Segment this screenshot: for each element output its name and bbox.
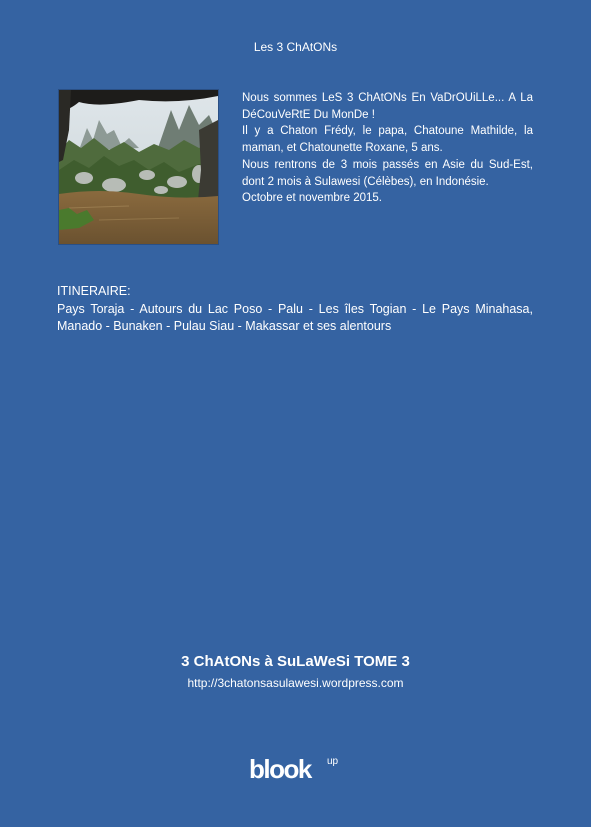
svg-text:blook: blook xyxy=(249,754,311,784)
intro-line: Octobre et novembre 2015. xyxy=(242,192,382,205)
book-title: 3 ChAtONs à SuLaWeSi TOME 3 xyxy=(181,653,410,670)
itinerary-section xyxy=(57,283,533,336)
intro-line: Nous rentrons de 3 mois passés en Asie du Sud-Est, dont 2 mois à Sulawesi (Célèbes), en Indonésie. xyxy=(242,158,533,188)
intro-text xyxy=(242,90,533,207)
itinerary-heading: ITINERAIRE: xyxy=(57,284,131,298)
svg-text:up: up xyxy=(327,756,339,767)
book-url: http://3chatonsasulawesi.wordpress.com xyxy=(187,676,404,690)
intro-line: Il y a Chaton Frédy, le papa, Chatoune Mathilde, la maman, et Chatounette Roxane, 5 ans. xyxy=(242,125,533,155)
blookup-logo xyxy=(249,752,344,786)
page-title: Les 3 ChAtONs xyxy=(253,40,338,54)
intro-line: Nous sommes LeS 3 ChAtONs En VaDrOUiLLe... A La DéCouVeRtE Du MonDe ! xyxy=(242,92,533,121)
itinerary-route: Pays Toraja - Autours du Lac Poso - Palu - Les îles Togian - Le Pays Minahasa, Manado - Bunaken - Pulau Siau - Makassar et ses alentours xyxy=(57,301,533,333)
landscape-photo xyxy=(58,89,219,245)
